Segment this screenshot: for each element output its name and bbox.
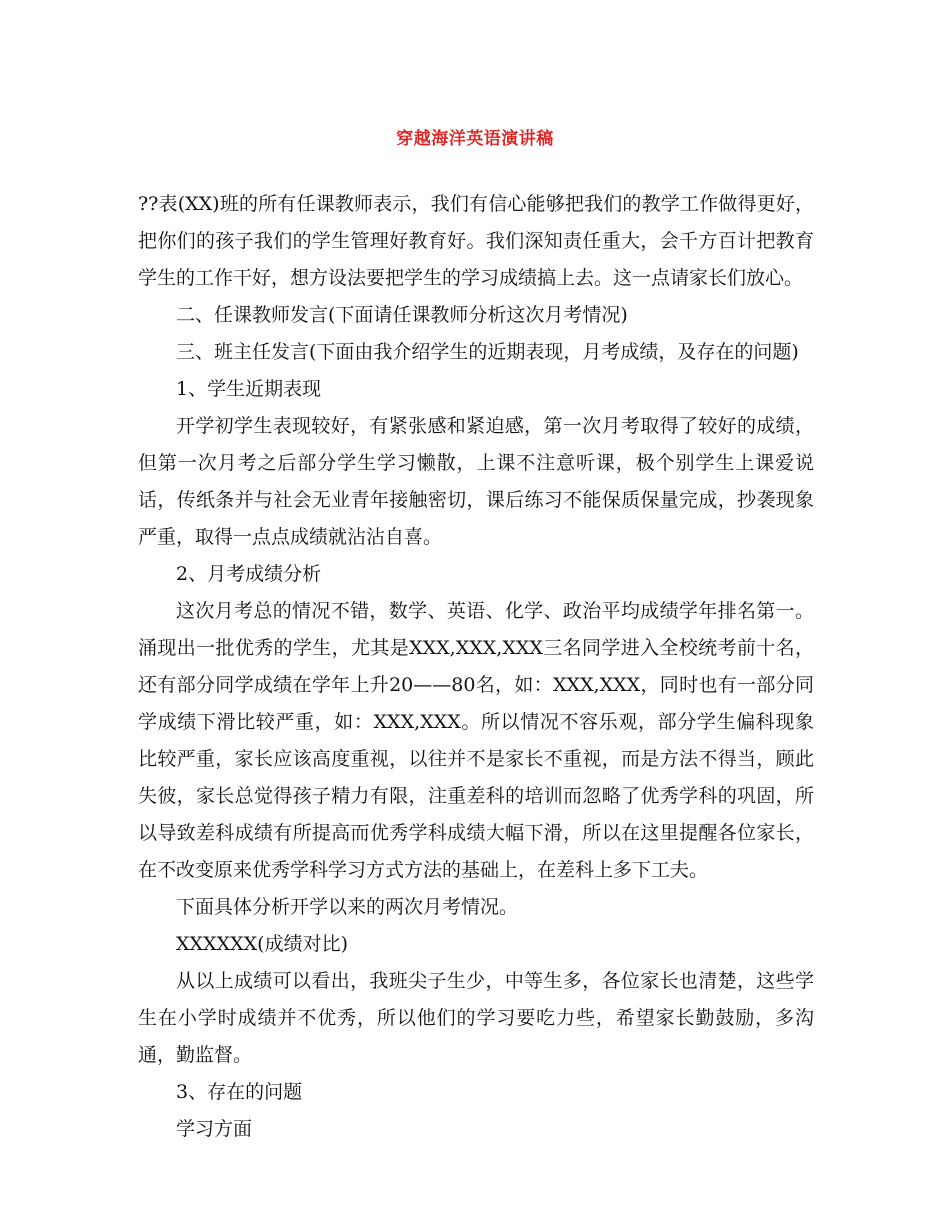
document-title: 穿越海洋英语演讲稿: [396, 129, 554, 149]
section-heading: 1、学生近期表现: [176, 378, 322, 400]
paragraph: 三、班主任发言(下面由我介绍学生的近期表现，月考成绩，及存在的问题): [176, 341, 799, 363]
paragraph: 下面具体分析开学以来的两次月考情况。: [176, 896, 519, 918]
document-body: [138, 186, 814, 1148]
paragraph: 二、任课教师发言(下面请任课教师分析这次月考情况): [176, 304, 628, 326]
paragraph: 从以上成绩可以看出，我班尖子生少，中等生多，各位家长也清楚，这些学生在小学时成绩并不优秀，所以他们的学习要吃力些，希望家长勤鼓励，多沟通，勤监督。: [138, 970, 814, 1066]
paragraph: 这次月考总的情况不错，数学、英语、化学、政治平均成绩学年排名第一。涌现出一批优秀的学生，尤其是XXX,XXX,XXX三名同学进入全校统考前十名，还有部分同学成绩在学年上升20——80名，如：XXX,XXX，同时也有一部分同学成绩下滑比较严重，如：XXX,XXX。所以情况不容乐观，部分学生偏科现象比较严重，家长应该高度重视，以往并不是家长不重视，而是方法不得当，顾此失彼，家长总觉得孩子精力有限，注重差科的培训而忽略了优秀学科的巩固，所以导致差科成绩有所提高而优秀学科成绩大幅下滑，所以在这里提醒各位家长，在不改变原来优秀学科学习方式方法的基础上，在差科上多下工夫。: [138, 600, 814, 881]
paragraph: 开学初学生表现较好，有紧张感和紧迫感，第一次月考取得了较好的成绩，但第一次月考之后部分学生学习懒散，上课不注意听课，极个别学生上课爱说话，传纸条并与社会无业青年接触密切，课后练习不能保质保量完成，抄袭现象严重，取得一点点成绩就沾沾自喜。: [138, 415, 814, 548]
section-heading: 2、月考成绩分析: [176, 563, 322, 585]
paragraph: 学习方面: [176, 1118, 253, 1140]
section-heading: 3、存在的问题: [176, 1081, 303, 1103]
paragraph: XXXXXX(成绩对比): [176, 933, 348, 955]
paragraph: ??表(XX)班的所有任课教师表示，我们有信心能够把我们的教学工作做得更好，把你们的孩子我们的学生管理好教育好。我们深知责任重大，会千方百计把教育学生的工作干好，想方设法要把学生的学习成绩搞上去。这一点请家长们放心。: [138, 193, 814, 289]
